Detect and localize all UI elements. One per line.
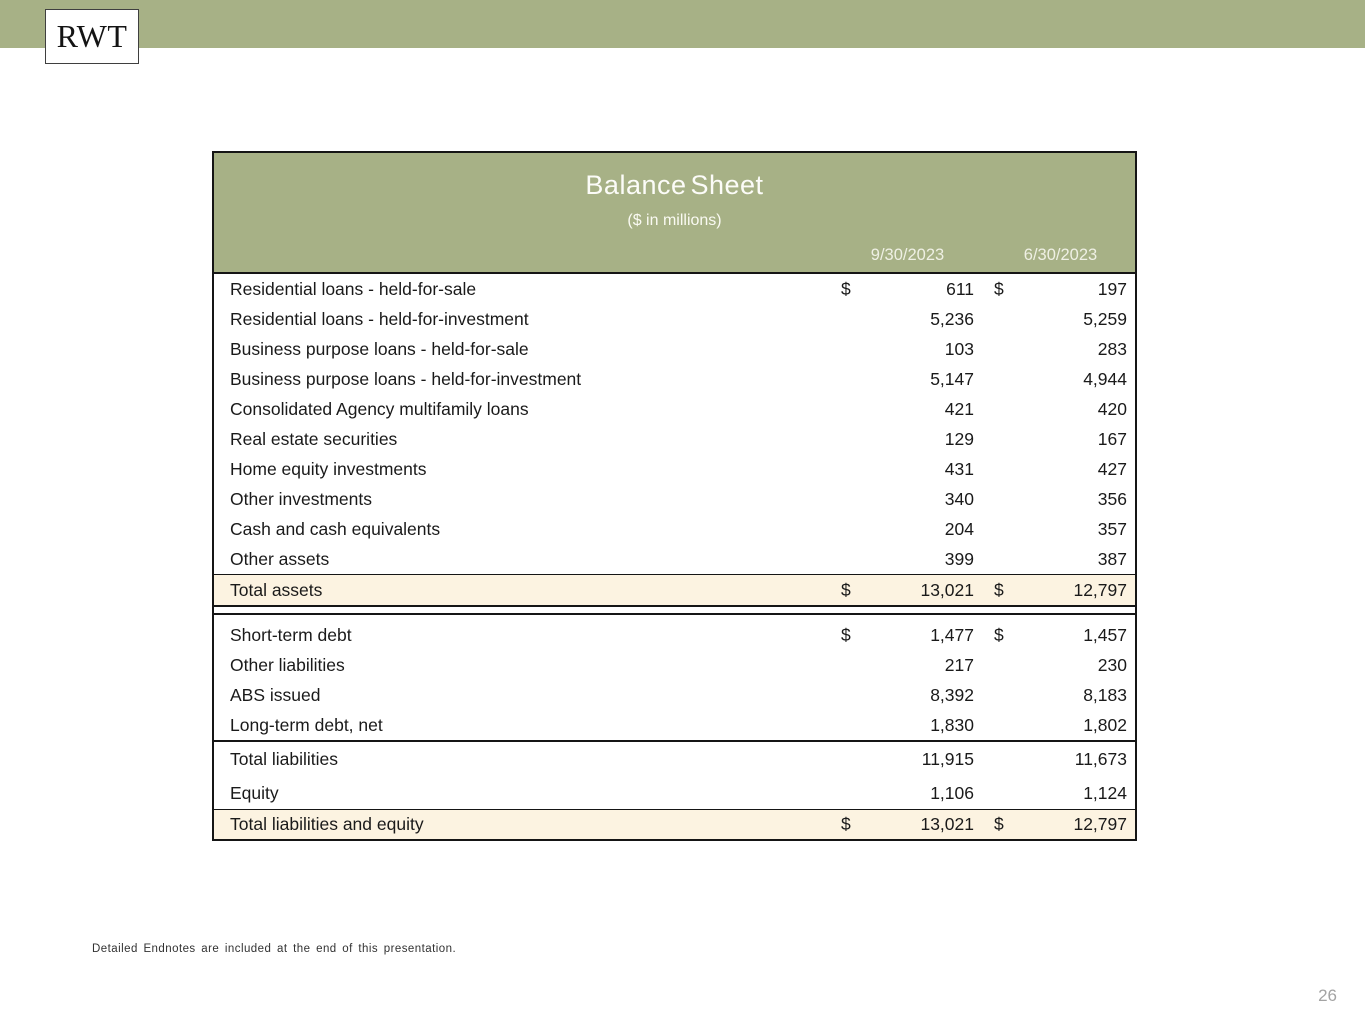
row-value-period-2: 11,673 — [1074, 749, 1127, 769]
table-title: Balance Sheet — [585, 170, 764, 200]
dollar-sign: $ — [994, 624, 1004, 645]
value-cell-period-1 — [841, 519, 974, 540]
value-cell-period-1 — [841, 459, 974, 480]
table-header — [214, 153, 1135, 274]
row-value-period-2: 387 — [1097, 548, 1127, 569]
value-cell-period-2 — [994, 279, 1127, 300]
value-cell-period-2 — [994, 814, 1127, 835]
dollar-sign: $ — [841, 278, 851, 299]
row-value-period-1: 1,830 — [930, 714, 974, 735]
value-cell-period-1 — [841, 625, 974, 646]
section-divider — [214, 607, 1135, 615]
value-cell-period-1 — [841, 655, 974, 676]
row-label: Equity — [230, 782, 279, 803]
value-cell-period-1 — [841, 783, 974, 804]
row-value-period-1: 5,147 — [930, 368, 974, 389]
row-label: Residential loans - held-for-sale — [230, 278, 477, 299]
row-value-period-2: 283 — [1097, 338, 1127, 359]
value-cell-period-2 — [994, 429, 1127, 450]
row-label: Other liabilities — [230, 654, 345, 675]
row-value-period-2: 4,944 — [1083, 368, 1127, 389]
row-label: Real estate securities — [230, 428, 398, 449]
value-cell-period-2 — [994, 339, 1127, 360]
equity-row — [214, 777, 1135, 809]
table-row — [214, 364, 1135, 394]
total-liabilities-and-equity-row — [214, 809, 1135, 839]
column-headers — [214, 230, 1135, 269]
row-value-period-1: 13,021 — [920, 579, 974, 600]
company-logo — [45, 9, 139, 64]
totals-block — [214, 740, 1135, 839]
row-value-period-1: 431 — [944, 458, 974, 479]
value-cell-period-2 — [994, 399, 1127, 420]
value-cell-period-1 — [841, 549, 974, 570]
table-row — [214, 334, 1135, 364]
total-assets-row — [214, 574, 1135, 607]
value-cell-period-2 — [994, 783, 1127, 804]
balance-sheet-table — [212, 151, 1137, 841]
liabilities-section — [214, 615, 1135, 740]
dollar-sign: $ — [994, 814, 1004, 834]
table-row — [214, 680, 1135, 710]
row-value-period-1: 217 — [944, 654, 974, 675]
row-label: Residential loans - held-for-investment — [230, 308, 529, 329]
dollar-sign: $ — [841, 579, 851, 600]
table-row — [214, 394, 1135, 424]
row-value-period-2: 197 — [1097, 278, 1127, 299]
value-cell-period-1 — [841, 399, 974, 420]
row-label: Total assets — [230, 579, 323, 600]
value-cell-period-2 — [994, 369, 1127, 390]
value-cell-period-2 — [994, 459, 1127, 480]
row-label: Home equity investments — [230, 458, 427, 479]
value-cell-period-2 — [994, 309, 1127, 330]
row-value-period-2: 12,797 — [1073, 579, 1127, 600]
row-value-period-1: 5,236 — [930, 308, 974, 329]
row-value-period-1: 11,915 — [921, 749, 974, 769]
row-value-period-2: 427 — [1097, 458, 1127, 479]
value-cell-period-1 — [841, 429, 974, 450]
row-value-period-2: 8,183 — [1083, 684, 1127, 705]
top-banner — [0, 0, 1365, 48]
value-cell-period-2 — [994, 580, 1127, 601]
row-value-period-1: 129 — [944, 428, 974, 449]
row-label: Consolidated Agency multifamily loans — [230, 398, 529, 419]
row-label: Long-term debt, net — [230, 714, 383, 735]
dollar-sign: $ — [841, 624, 851, 645]
row-label: Cash and cash equivalents — [230, 518, 441, 539]
table-row — [214, 514, 1135, 544]
row-value-period-2: 1,124 — [1083, 782, 1127, 803]
row-value-period-2: 356 — [1097, 488, 1127, 509]
row-value-period-2: 1,457 — [1083, 624, 1127, 645]
row-label: Short-term debt — [230, 624, 352, 645]
page-number: 26 — [1318, 986, 1337, 1005]
row-value-period-1: 340 — [944, 488, 974, 509]
row-value-period-2: 12,797 — [1073, 814, 1127, 834]
row-value-period-1: 204 — [944, 518, 974, 539]
row-value-period-1: 1,106 — [930, 782, 974, 803]
value-cell-period-1 — [841, 279, 974, 300]
logo-text: RWT — [56, 18, 128, 54]
table-row — [214, 424, 1135, 454]
row-label: Total liabilities and equity — [230, 814, 424, 834]
table-row — [214, 620, 1135, 650]
value-cell-period-2 — [994, 489, 1127, 510]
row-label: Other investments — [230, 488, 372, 509]
row-value-period-1: 13,021 — [920, 814, 974, 834]
table-row — [214, 274, 1135, 304]
dollar-sign: $ — [994, 579, 1004, 600]
value-cell-period-1 — [841, 309, 974, 330]
row-value-period-2: 230 — [1097, 654, 1127, 675]
row-label: ABS issued — [230, 684, 321, 705]
value-cell-period-1 — [841, 369, 974, 390]
value-cell-period-2 — [994, 655, 1127, 676]
value-cell-period-1 — [841, 715, 974, 736]
table-row — [214, 304, 1135, 334]
table-row — [214, 484, 1135, 514]
value-cell-period-1 — [841, 685, 974, 706]
total-liabilities-row — [214, 742, 1135, 777]
row-value-period-2: 167 — [1097, 428, 1127, 449]
value-cell-period-2 — [994, 519, 1127, 540]
column-header-period-1: 9/30/2023 — [870, 246, 945, 264]
value-cell-period-2 — [994, 549, 1127, 570]
dollar-sign: $ — [841, 814, 851, 834]
row-value-period-1: 103 — [944, 338, 974, 359]
value-cell-period-1 — [841, 814, 974, 835]
table-row — [214, 710, 1135, 740]
value-cell-period-2 — [994, 685, 1127, 706]
dollar-sign: $ — [994, 278, 1004, 299]
row-value-period-1: 421 — [944, 398, 974, 419]
row-label: Total liabilities — [230, 749, 338, 769]
table-row — [214, 650, 1135, 680]
row-value-period-2: 1,802 — [1083, 714, 1127, 735]
row-value-period-1: 8,392 — [930, 684, 974, 705]
column-header-period-2: 6/30/2023 — [1023, 246, 1098, 264]
row-label: Other assets — [230, 548, 330, 569]
row-label: Business purpose loans - held-for-investment — [230, 368, 582, 389]
assets-section — [214, 274, 1135, 574]
row-value-period-1: 399 — [944, 548, 974, 569]
row-label: Business purpose loans - held-for-sale — [230, 338, 529, 359]
row-value-period-2: 357 — [1097, 518, 1127, 539]
value-cell-period-2 — [994, 749, 1127, 770]
value-cell-period-1 — [841, 489, 974, 510]
table-row — [214, 454, 1135, 484]
table-row — [214, 544, 1135, 574]
value-cell-period-1 — [841, 580, 974, 601]
footnote: Detailed Endnotes are included at the end of this presentation. — [92, 943, 457, 955]
row-value-period-2: 420 — [1097, 398, 1127, 419]
table-subtitle: ($ in millions) — [627, 212, 722, 229]
value-cell-period-2 — [994, 625, 1127, 646]
row-value-period-1: 1,477 — [930, 624, 974, 645]
value-cell-period-1 — [841, 339, 974, 360]
value-cell-period-1 — [841, 749, 974, 770]
value-cell-period-2 — [994, 715, 1127, 736]
row-value-period-1: 611 — [946, 278, 974, 299]
row-value-period-2: 5,259 — [1083, 308, 1127, 329]
